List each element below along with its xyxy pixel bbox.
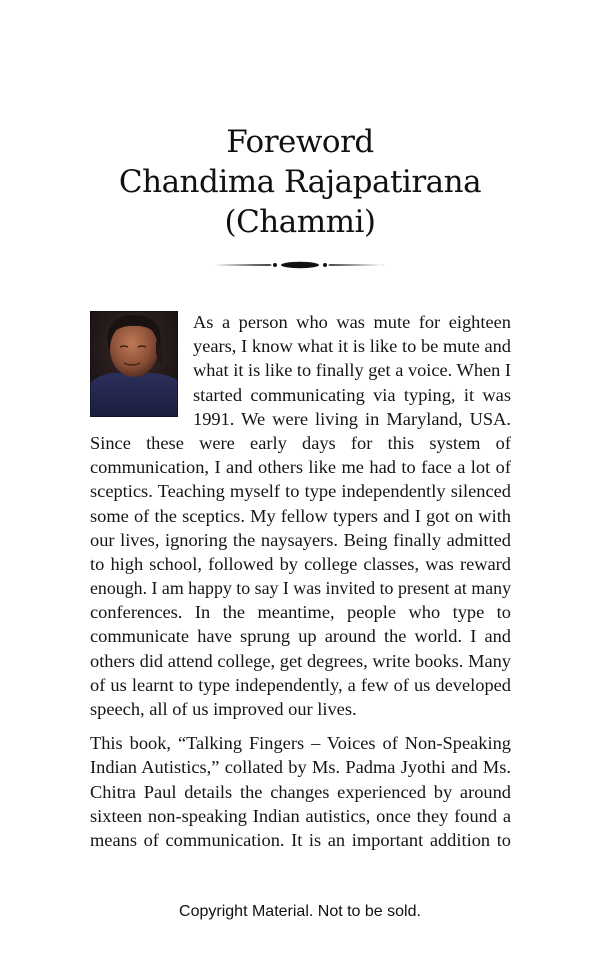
text-line: communicate have sprung up around the world. I and: [90, 626, 511, 647]
text-line: of us learnt to type independently, a few of us developed: [90, 674, 511, 695]
heading-foreword: Foreword: [226, 124, 374, 160]
text-line: started communicating via typing, it was: [193, 384, 511, 405]
text-line: means of communication. It is an important addition to: [90, 829, 511, 850]
text-line: years, I know what it is like to be mute and: [193, 336, 511, 357]
heading-author-nickname: (Chammi): [224, 204, 376, 240]
paragraph-2: [90, 731, 511, 852]
text-line: As a person who was mute for eighteen: [193, 312, 511, 332]
ornament-divider-icon: [212, 259, 388, 271]
page-heading: [0, 122, 600, 242]
text-line: sceptics. Teaching myself to type independently silenced: [90, 481, 511, 502]
text-line: some of the sceptics. My fellow typers and I got on with: [90, 505, 511, 526]
heading-author-name: Chandima Rajapatirana: [118, 164, 482, 200]
copyright-notice: Copyright Material. Not to be sold.: [179, 903, 421, 920]
text-line: what it is like to finally get a voice. When I: [193, 360, 511, 381]
text-line: communication, I and others like me had to face a lot of: [90, 457, 511, 478]
text-line: This book, “Talking Fingers – Voices of Non-Speaking: [90, 733, 511, 754]
text-line: Since these were early days for this system of: [90, 432, 511, 453]
text-line: conferences. In the meantime, people who type to: [90, 602, 511, 623]
text-line: enough. I am happy to say I was invited to present at many: [90, 578, 511, 599]
text-line: our lives, ignoring the naysayers. Being finally admitted: [90, 529, 511, 550]
text-line: 1991. We were living in Maryland, USA.: [193, 408, 511, 429]
text-line: to high school, followed by college classes, was reward: [90, 553, 511, 574]
text-line: Chitra Paul details the changes experienced by around: [90, 781, 511, 802]
paragraph-1: [90, 310, 511, 721]
text-line: others did attend college, get degrees, write books. Many: [90, 650, 511, 671]
text-line: sixteen non-speaking Indian autistics, once they found a: [90, 805, 511, 826]
text-line: Indian Autistics,” collated by Ms. Padma Jyothi and Ms.: [90, 757, 511, 778]
text-line: speech, all of us improved our lives.: [90, 699, 357, 719]
foreword-body: [90, 310, 511, 852]
